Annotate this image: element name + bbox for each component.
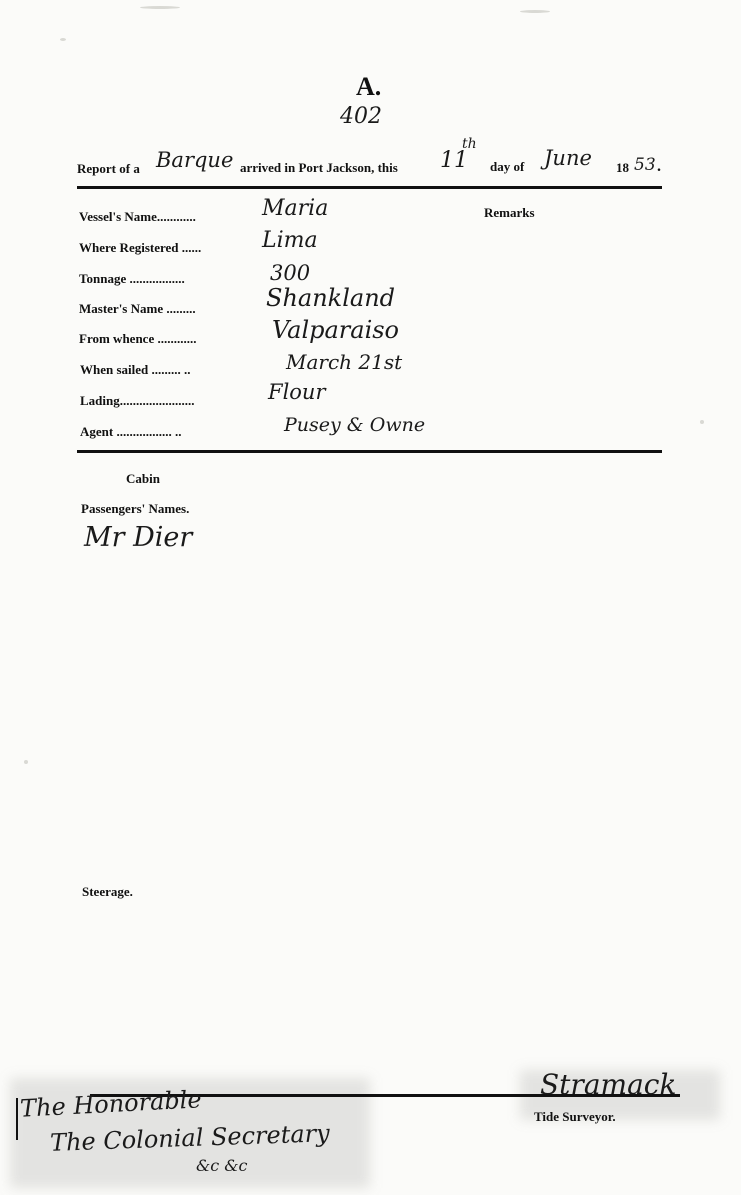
cabin-passenger-name: Mr Dier — [84, 522, 193, 553]
year-dot: . — [657, 158, 661, 175]
cabin-label: Cabin — [126, 471, 160, 486]
form-letter: A. — [356, 72, 382, 101]
arrival-day-suffix: th — [462, 136, 477, 152]
header-rule — [77, 186, 662, 189]
when-sailed-label: When sailed ......... .. — [80, 362, 191, 377]
year-prefix: 18 — [616, 160, 629, 175]
vessel-type: Barque — [156, 148, 234, 172]
from-whence-label: From whence ............ — [79, 331, 197, 346]
where-registered-value: Lima — [262, 228, 318, 253]
lading-value: Flour — [268, 380, 326, 404]
margin-stroke — [16, 1098, 18, 1140]
vessel-name-label: Vessel's Name............ — [79, 209, 196, 224]
addressee-line-2: The Colonial Secretary — [49, 1119, 331, 1157]
scan-speck — [60, 38, 66, 41]
form-number: 402 — [340, 104, 382, 129]
passengers-names-label: Passengers' Names. — [81, 501, 190, 516]
arrived-text: arrived in Port Jackson, this — [240, 160, 398, 175]
tonnage-value: 300 — [270, 261, 311, 285]
tide-surveyor-label: Tide Surveyor. — [534, 1109, 616, 1124]
scan-speck — [140, 6, 180, 9]
addressee-line-1: The Honorable — [19, 1085, 203, 1123]
year-suffix: 53 — [634, 155, 656, 175]
from-whence-value: Valparaiso — [272, 316, 400, 344]
arrival-day: 11 — [440, 148, 468, 173]
scan-speck — [520, 10, 550, 13]
scan-speck — [700, 420, 704, 424]
day-of-text: day of — [490, 159, 525, 174]
remarks-label: Remarks — [484, 205, 535, 220]
steerage-label: Steerage. — [82, 884, 133, 899]
scan-speck — [24, 760, 28, 764]
masters-name-label: Master's Name ......... — [79, 301, 196, 316]
report-prefix: Report of a — [77, 161, 140, 176]
arrival-month: June — [544, 146, 592, 170]
addressee-line-3: &c &c — [196, 1156, 248, 1175]
masters-name-value: Shankland — [266, 284, 396, 312]
agent-value: Pusey & Owne — [284, 414, 426, 436]
where-registered-label: Where Registered ...... — [79, 240, 202, 255]
agent-label: Agent ................. .. — [80, 424, 182, 439]
surveyor-signature: Stramack — [540, 1068, 677, 1101]
when-sailed-value: March 21st — [286, 350, 403, 374]
vessel-name-value: Maria — [262, 196, 329, 221]
lading-label: Lading....................... — [80, 393, 195, 408]
tonnage-label: Tonnage ................. — [79, 271, 185, 286]
details-rule — [77, 450, 662, 453]
